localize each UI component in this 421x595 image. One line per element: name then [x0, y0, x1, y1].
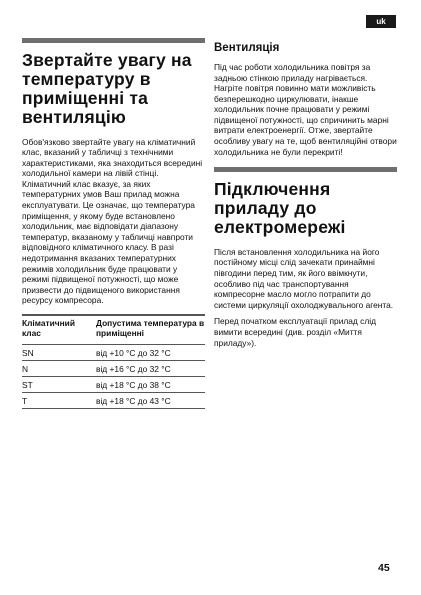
table-header-row [22, 315, 205, 345]
table-row [22, 392, 205, 408]
section-title-connection: Підключення приладу до електромережі [214, 179, 346, 237]
section-title-ventilation: Вентиляція [214, 42, 280, 54]
table-row [22, 344, 205, 360]
right-column [214, 38, 397, 354]
table-cell-range: від +16 °C до 32 °C [96, 360, 205, 376]
table-row [22, 376, 205, 392]
table-cell-range: від +10 °C до 32 °C [96, 344, 205, 360]
language-badge: uk [366, 15, 396, 28]
left-column [22, 38, 205, 409]
table-header-temperature: Допустима температура в приміщенні [96, 317, 205, 338]
table-header-class: Кліматичний клас [22, 317, 75, 338]
table-cell-class: SN [22, 344, 96, 360]
connection-paragraph-2: Перед початком експлуатації прилад слід вимити всередині (див. розділ «Миття приладу»). [214, 316, 376, 348]
table-cell-range: від +18 °C до 38 °C [96, 376, 205, 392]
connection-paragraph-1: Після встановлення холодильника на його постійному місці слід зачекати принаймні півгодини перед тим, як його ввімкнути, особливо під час транспортування компресорне масло могло потрапити до системи циркуляції охолоджувального агента. [214, 246, 394, 310]
table-cell-class: ST [22, 376, 96, 392]
section-rule [22, 38, 205, 43]
table-cell-class: T [22, 392, 96, 408]
table-row [22, 360, 205, 376]
section-title-temperature: Звертайте увагу на температуру в приміщенні та вентиляцію [22, 50, 192, 127]
table-cell-range: від +18 °C до 43 °C [96, 392, 205, 408]
ventilation-paragraph: Під час роботи холодильника повітря за задньою стінкою приладу нагрівається. Нагріте повітря повинно мати можливість безперешкодно циркулювати, інакше холодильник почне працювати у режимі підвищеної потужності, що спричинить марні витрати електроенергії. Отже, звертайте особливу увагу на те, щоб вентиляційні отвори холодильника не були перекриті! [214, 62, 397, 157]
climate-class-table [22, 314, 205, 409]
temperature-paragraph: Обов'язково звертайте увагу на кліматичний клас, вказаний у табличці з технічними характеристиками, яка знаходиться всередині холодильної камери на лівій стінці. Кліматичний клас вказує, за яких температурних умов Ваш прилад можна експлуатувати. Це означає, що температура приміщення, у якому буде встановлено холодильник, має відповідати діапазону температур, вказаному у табличці навпроти відповідного кліматичного класу. В разі недотримання вказаних температурних режимів холодильник буде працювати у режимі підвищеної потужності, що може призвести до підвищеного використання ресурсу компресора. [22, 136, 203, 306]
section-rule [214, 167, 397, 172]
page-number: 45 [378, 562, 390, 574]
table-cell-class: N [22, 360, 96, 376]
